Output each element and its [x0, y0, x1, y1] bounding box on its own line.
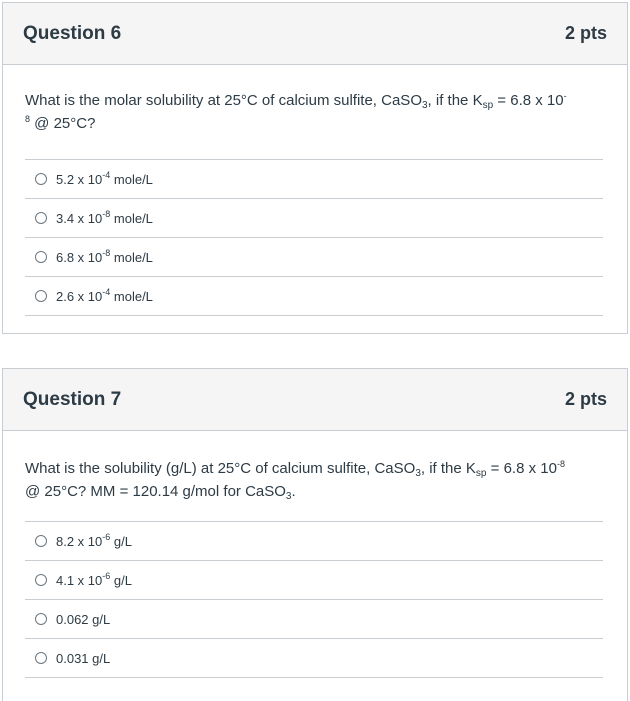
radio-button[interactable]	[35, 290, 47, 302]
answer-label: 0.062 g/L	[56, 611, 111, 627]
radio-button[interactable]	[35, 613, 47, 625]
answer-option[interactable]	[25, 237, 603, 276]
answer-option[interactable]	[25, 276, 603, 316]
radio-button[interactable]	[35, 173, 47, 185]
answer-option[interactable]	[25, 599, 603, 638]
question-6-header	[3, 3, 627, 65]
answer-option[interactable]	[25, 198, 603, 237]
radio-button[interactable]	[35, 535, 47, 547]
radio-button[interactable]	[35, 251, 47, 263]
question-7-text: What is the solubility (g/L) at 25°C of calcium sulfite, CaSO$_3$, if the $K_{sp} = 6.8$ x $10^{-8}$ @ 25°C? MM = 120.14 g/mol for CaSO$_3$.	[25, 459, 565, 502]
question-7-points: 2 pts	[564, 389, 607, 409]
radio-button[interactable]	[35, 574, 47, 586]
answer-label: 0.031 g/L	[56, 650, 111, 666]
answer-label: 8.2 x $10^{-6}$ g/L	[56, 531, 132, 549]
answer-option[interactable]	[25, 560, 603, 599]
question-7-answers	[25, 521, 603, 678]
radio-button[interactable]	[35, 212, 47, 224]
question-6-text: What is the molar solubility at 25°C of calcium sulfite, CaSO$_3$, if the $K_{sp} = 6.8$ x 10- $^8$ @ 25°C?	[25, 91, 567, 132]
answer-label: 5.2 x $10^{-4}$ mole/L	[56, 169, 153, 187]
answer-label: 3.4 x $10^{-8}$ mole/L	[56, 208, 153, 226]
question-6-answers	[25, 159, 603, 316]
question-7-card	[2, 368, 628, 701]
answer-label: 6.8 x $10^{-8}$ mole/L	[56, 247, 153, 265]
radio-button[interactable]	[35, 652, 47, 664]
question-7-header	[3, 369, 627, 431]
answer-option[interactable]	[25, 159, 603, 198]
answer-option[interactable]	[25, 638, 603, 678]
answer-option[interactable]	[25, 521, 603, 560]
question-7-title: Question 7	[23, 388, 122, 410]
answer-label: 2.6 x $10^{-4}$ mole/L	[56, 286, 153, 304]
question-6-title: Question 6	[23, 22, 122, 44]
question-6-points: 2 pts	[564, 23, 607, 43]
answer-label: 4.1 x $10^{-6}$ g/L	[56, 570, 132, 588]
question-6-card	[2, 2, 628, 334]
